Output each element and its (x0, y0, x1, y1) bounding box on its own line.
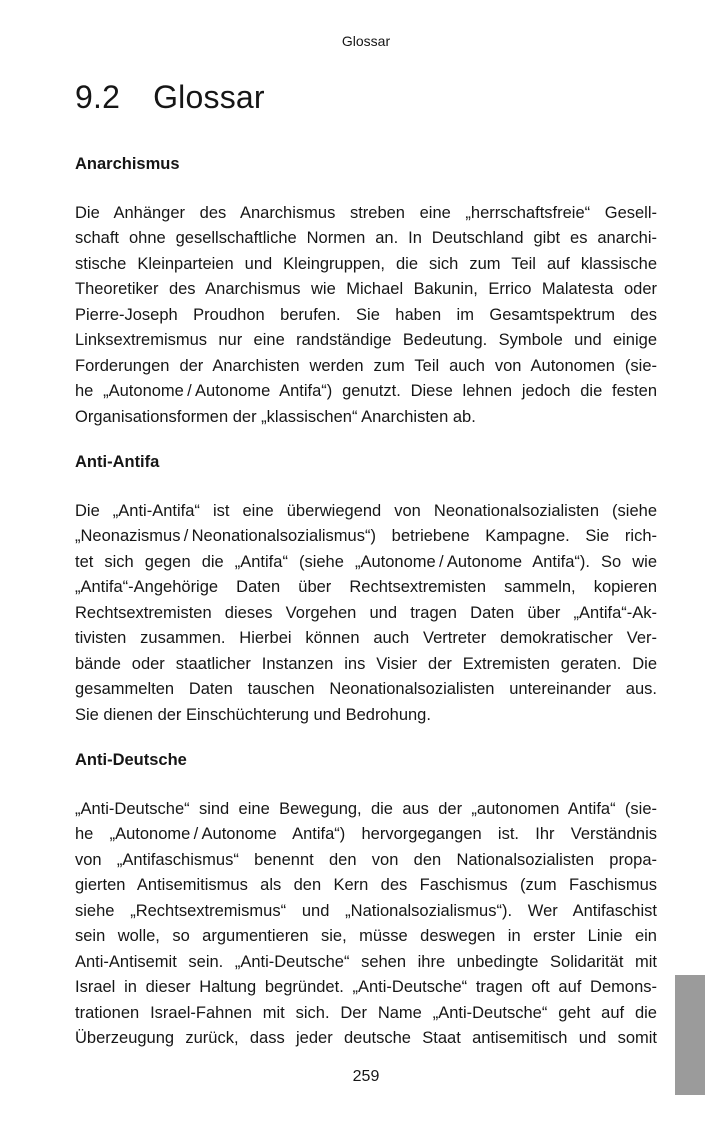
text-line: gierten Antisemitismus als den Kern des Faschismus (zum Faschismus (75, 876, 657, 894)
text-line: „Anti-Deutsche“ sind eine Bewegung, die aus der „autonomen Antifa“ (sie- (75, 799, 657, 818)
entry-body (75, 201, 657, 431)
text-line: tet sich gegen die „Antifa“ (siehe „Autonome / Autonome Antifa“). So wie (75, 552, 657, 571)
running-header: Glossar (341, 33, 391, 49)
text-line: he „Autonome / Autonome Antifa“) hervorgegangen ist. Ihr Verständnis (75, 825, 657, 843)
text-line: Die „Anti-Antifa“ ist eine überwiegend von Neonationalsozialisten (siehe (75, 501, 657, 520)
thumb-index-tab (675, 975, 705, 1095)
text-line: Israel in dieser Haltung begründet. „Anti-Deutsche“ tragen oft auf Demons- (75, 978, 657, 996)
text-line: siehe „Rechtsextremismus“ und „Nationalsozialismus“). Wer Antifaschist (75, 901, 657, 920)
text-line: Anti-Antisemit sein. „Anti-Deutsche“ sehen ihre unbedingte Solidarität mit (75, 952, 657, 971)
text-line: gesammelten Daten tauschen Neonationalsozialisten untereinander aus. (75, 680, 657, 698)
text-line: tivisten zusammen. Hierbei können auch Vertreter demokratischer Ver- (75, 629, 657, 647)
glossary-entry-anarchismus (75, 152, 657, 430)
text-line: Forderungen der Anarchisten werden zum Teil auch von Autonomen (sie- (75, 356, 657, 375)
text-line: Rechtsextremisten dieses Vorgehen und tragen Daten über „Antifa“-Ak- (75, 603, 657, 622)
text-line: he „Autonome / Autonome Antifa“) genutzt. Diese lehnen jedoch die festen (75, 382, 657, 400)
text-line: Linksextremismus nur eine randständige Bedeutung. Symbole und einige (75, 331, 657, 349)
entry-heading: Anti-Antifa (75, 453, 160, 471)
text-line: schaft ohne gesellschaftliche Normen an. In Deutschland gibt es anarchi- (75, 229, 657, 247)
text-line: trationen Israel-Fahnen mit sich. Der Name „Anti-Deutsche“ geht auf die (75, 1003, 657, 1022)
text-line: Die Anhänger des Anarchismus streben eine „herrschaftsfreie“ Gesell- (75, 203, 657, 222)
entry-heading: Anarchismus (75, 155, 180, 173)
page-content (75, 78, 657, 1072)
text-line: Organisationsformen der „klassischen“ Anarchisten ab. (75, 407, 476, 426)
text-line: „Neonazismus / Neonationalsozialismus“) betriebene Kampagne. Sie rich- (75, 527, 657, 545)
chapter-title-text: Glossar (153, 79, 265, 115)
text-line: Pierre-Joseph Proudhon berufen. Sie haben im Gesamtspektrum des (75, 305, 657, 324)
entry-heading: Anti-Deutsche (75, 751, 187, 769)
text-line: bände oder staatlicher Instanzen ins Visier der Extremisten geraten. Die (75, 654, 657, 673)
entry-body (75, 797, 657, 1052)
chapter-number: 9.2 (75, 79, 121, 115)
text-line: „Antifa“-Angehörige Daten über Rechtsextremisten sammeln, kopieren (75, 578, 657, 596)
text-line: Theoretiker des Anarchismus wie Michael Bakunin, Errico Malatesta oder (75, 280, 657, 298)
glossary-entry-anti-deutsche (75, 748, 657, 1052)
text-line: Überzeugung zurück, dass jeder deutsche Staat antisemitisch und somit (75, 1029, 657, 1047)
glossary-entry-anti-antifa (75, 450, 657, 728)
page-number: 259 (352, 1068, 380, 1085)
text-line: von „Antifaschismus“ benennt den von den Nationalsozialisten propa- (75, 850, 657, 869)
text-line: stische Kleinparteien und Kleingruppen, die sich zum Teil auf klassische (75, 254, 657, 273)
chapter-title (75, 78, 657, 116)
entry-body (75, 499, 657, 729)
text-line: sein wolle, so argumentieren sie, müsse deswegen in erster Linie ein (75, 927, 657, 945)
text-line: Sie dienen der Einschüchterung und Bedrohung. (75, 705, 431, 724)
